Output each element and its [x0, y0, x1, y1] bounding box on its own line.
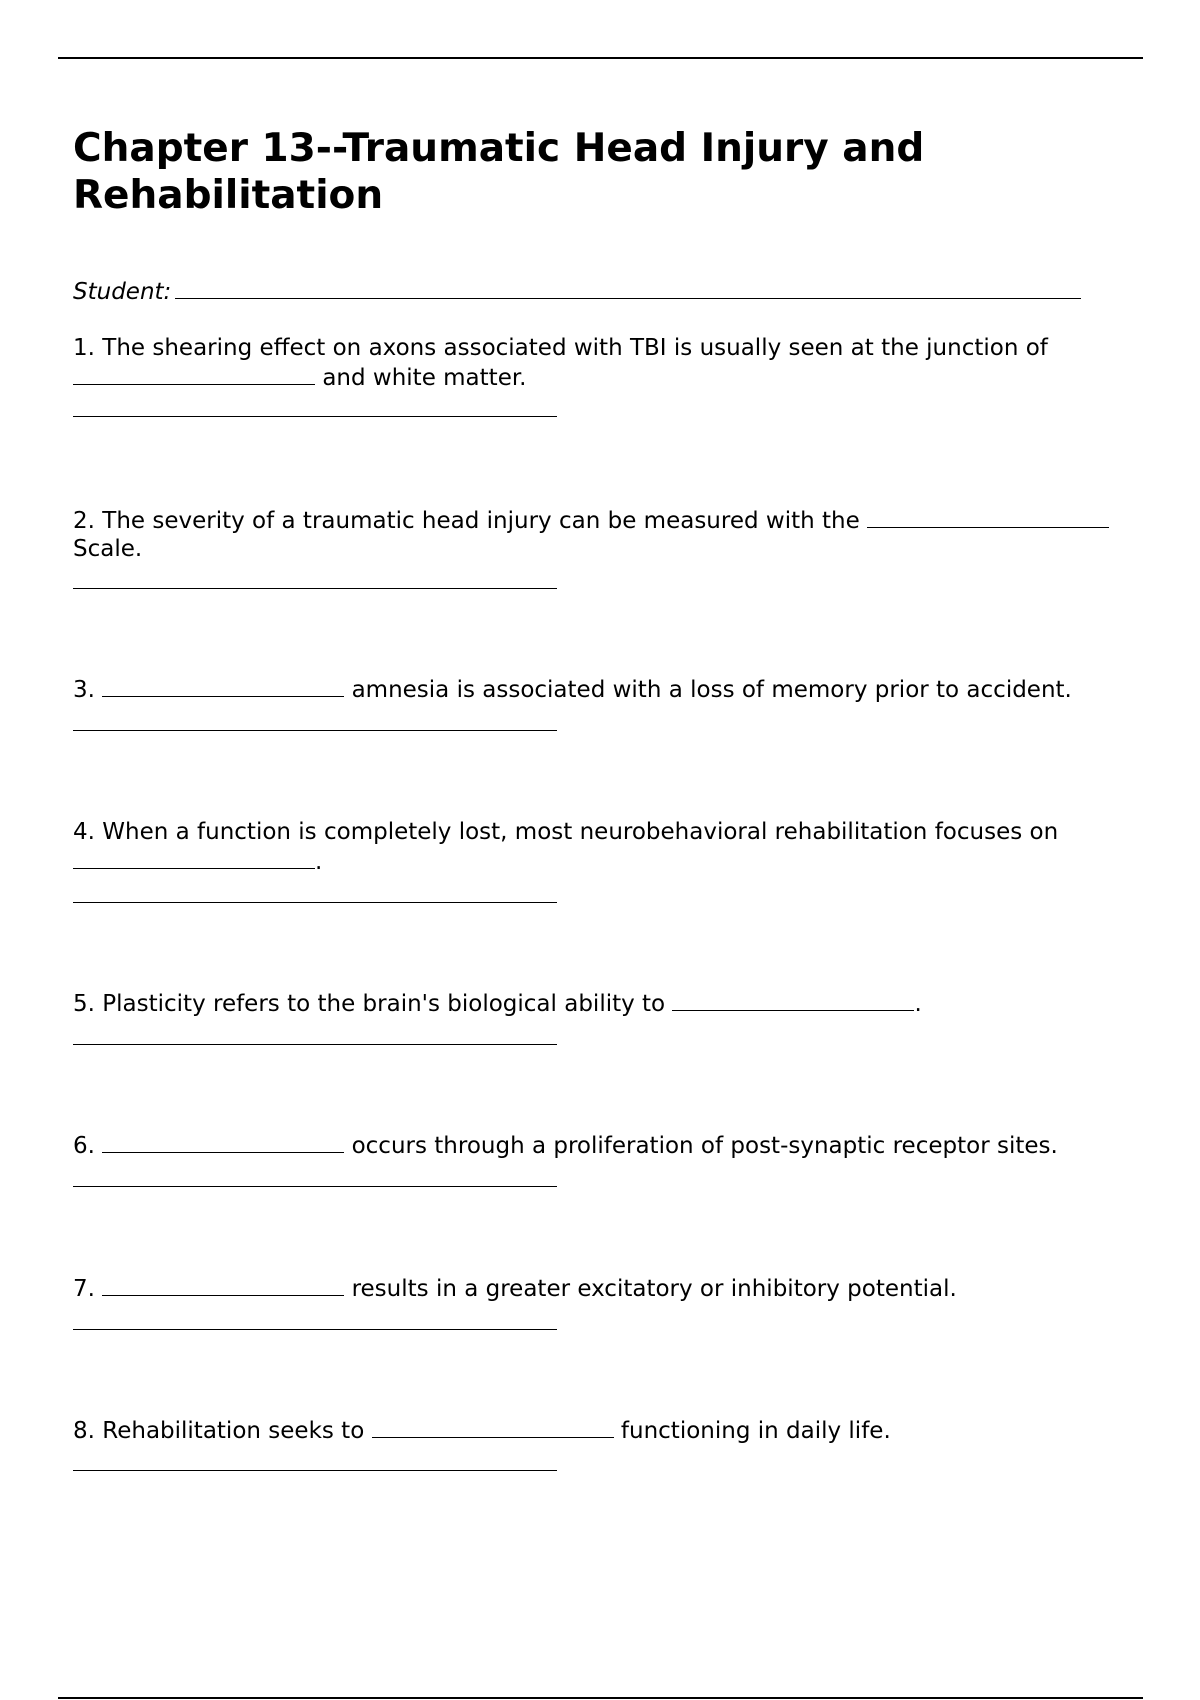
- student-row: [73, 274, 1081, 306]
- question-text-before: The severity of a traumatic head injury can be measured with the: [102, 508, 860, 534]
- question-text-before: Plasticity refers to the brain's biological ability to: [102, 991, 666, 1017]
- question-4: [73, 818, 1153, 876]
- answer-line-7[interactable]: [73, 1329, 557, 1330]
- question-3: [73, 674, 1153, 704]
- question-number: 8.: [73, 1418, 95, 1444]
- question-1: [73, 334, 1153, 392]
- question-text-after: amnesia is associated with a loss of memory prior to accident.: [351, 677, 1072, 703]
- answer-line-2[interactable]: [73, 588, 557, 589]
- question-number: 7.: [73, 1276, 95, 1302]
- bottom-rule: [58, 1697, 1143, 1699]
- answer-line-4[interactable]: [73, 902, 557, 903]
- answer-line-6[interactable]: [73, 1186, 557, 1187]
- fill-in-blank[interactable]: [102, 1273, 344, 1296]
- answer-line-5[interactable]: [73, 1044, 557, 1045]
- fill-in-blank[interactable]: [372, 1415, 614, 1438]
- fill-in-blank[interactable]: [102, 674, 344, 697]
- fill-in-blank[interactable]: [102, 1130, 344, 1153]
- student-label: Student:: [73, 279, 172, 305]
- student-name-field[interactable]: [175, 274, 1081, 299]
- question-text-after: occurs through a proliferation of post-synaptic receptor sites.: [351, 1133, 1058, 1159]
- question-number: 3.: [73, 677, 95, 703]
- question-number: 2.: [73, 508, 95, 534]
- question-5: [73, 988, 1153, 1018]
- question-text-before: When a function is completely lost, most neurobehavioral rehabilitation focuses on: [102, 819, 1059, 845]
- question-text-after: and white matter.: [322, 365, 527, 391]
- fill-in-blank[interactable]: [867, 505, 1109, 528]
- answer-line-1[interactable]: [73, 416, 557, 417]
- fill-in-blank[interactable]: [73, 362, 315, 385]
- question-text-after: .: [914, 991, 922, 1017]
- question-number: 1.: [73, 335, 95, 361]
- question-7: [73, 1273, 1153, 1303]
- answer-line-8[interactable]: [73, 1470, 557, 1471]
- answer-line-3[interactable]: [73, 730, 557, 731]
- fill-in-blank[interactable]: [73, 846, 315, 869]
- question-text-before: Rehabilitation seeks to: [102, 1418, 365, 1444]
- question-6: [73, 1130, 1153, 1160]
- question-number: 5.: [73, 991, 95, 1017]
- top-rule: [58, 57, 1143, 59]
- question-text-before: The shearing effect on axons associated with TBI is usually seen at the junction of: [102, 335, 1048, 361]
- question-number: 6.: [73, 1133, 95, 1159]
- question-text-after: functioning in daily life.: [620, 1418, 891, 1444]
- question-number: 4.: [73, 819, 95, 845]
- page-title: Chapter 13--Traumatic Head Injury and Rehabilitation: [73, 126, 925, 218]
- question-2: [73, 505, 1153, 563]
- question-text-after: results in a greater excitatory or inhibitory potential.: [351, 1276, 957, 1302]
- question-8: [73, 1415, 1153, 1445]
- question-text-after: Scale.: [73, 536, 143, 562]
- fill-in-blank[interactable]: [672, 988, 914, 1011]
- question-text-after: .: [315, 849, 323, 875]
